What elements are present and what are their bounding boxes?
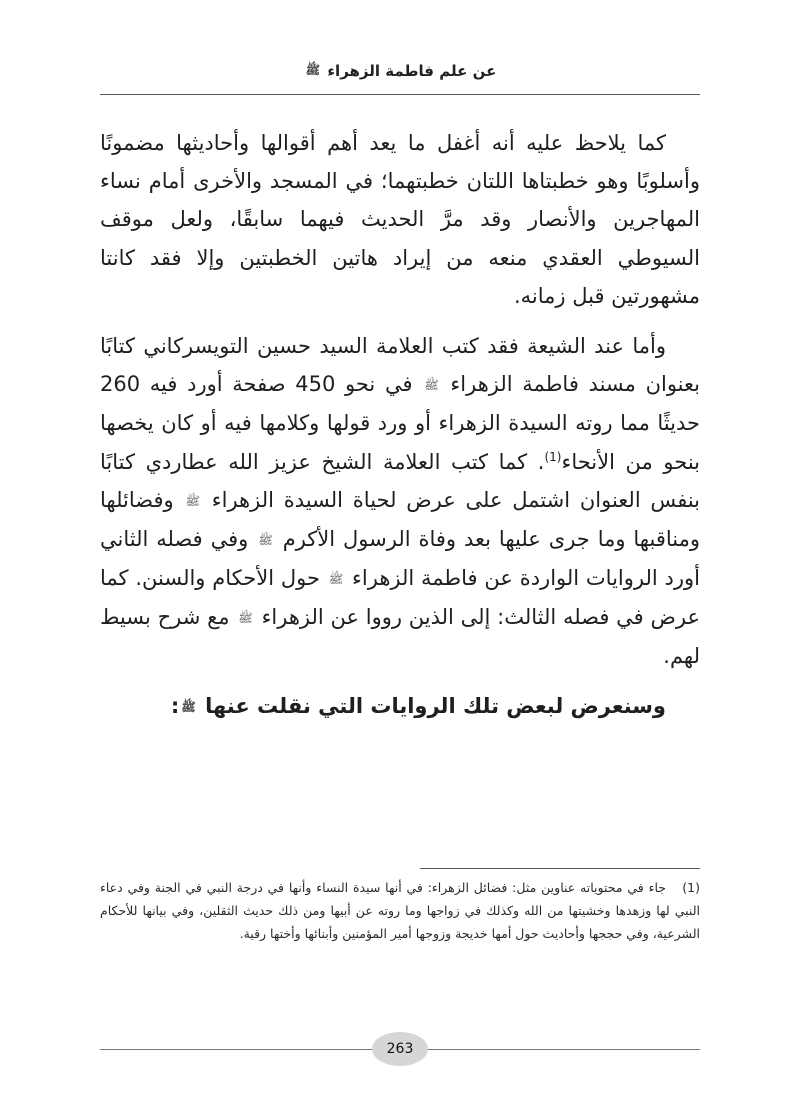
footnote: [100, 876, 700, 945]
paragraph-2-part-g: مع شرح بسيط لهم.: [100, 605, 700, 669]
honorific-icon: ﷺ: [181, 700, 196, 715]
honorific-icon: ﷺ: [305, 63, 321, 77]
footnote-number: (1): [682, 880, 700, 895]
paragraph-1: كما يلاحظ عليه أنه أغفل ما يعد أهم أقوالها وأحاديثها مضمونًا وأسلوبًا وهو خطبتاها اللتان خطبتهما؛ في المسجد والأخرى أمام نساء المهاجرين والأنصار وقد مرَّ الحديث فيهما سابقًا، ولعل موقف السيوطي العقدي منعه من إيراد هاتين الخطبتين وإلا فقد كانتا مشهورتين قبل زمانه.: [100, 131, 700, 308]
paragraph-2-part-a: وأما عند الشيعة فقد كتب العلامة السيد حسين التويسركاني كتابًا بعنوان مسند فاطمة الزهراء: [100, 334, 700, 397]
main-text: [100, 124, 700, 738]
paragraph-3-text: وسنعرض لبعض تلك الروايات التي نقلت عنها: [205, 694, 666, 719]
honorific-icon: ﷺ: [424, 378, 439, 393]
honorific-icon: ﷺ: [185, 493, 200, 508]
paragraph-2-part-e: وفي فصله الثاني أورد الروايات الواردة عن فاطمة الزهراء: [100, 526, 700, 590]
page-number-ornament: [100, 1032, 700, 1066]
header-title: عن علم فاطمة الزهراء: [327, 62, 497, 80]
footnote-reference[interactable]: (1): [544, 449, 562, 464]
header-rule: [100, 94, 700, 95]
paragraph-2-part-c: . كما كتب العلامة الشيخ عزيز الله عطاردي كتابًا بنفس العنوان اشتمل على عرض لحياة السيدة الزهراء: [100, 449, 701, 512]
paragraph-2-part-f: حول الأحكام والسنن. كما عرض في فصله الثالث: إلى الذين رووا عن الزهراء: [100, 565, 700, 629]
paragraph-2-part-d: وفضائلها ومناقبها وما جرى عليها بعد وفاة الرسول الأكرم: [100, 487, 700, 551]
paragraph-2: [100, 327, 700, 675]
footnote-text: جاء في محتوياته عناوين مثل: فضائل الزهراء: في أنها سيدة النساء وأنها في درجة النبي في الجنة وفي دعاء النبي لها وزهدها وخشيتها من الله وكذلك في زواجها وما روته عن أبيها ومن ذلك حديث الثقلين، وفي بيانها للأحكام الشرعية، وفي حججها وأحاديث حول أمها خديجة وزوجها أمير المؤمنين وأبنائها وأختها رقية.: [100, 880, 700, 941]
paragraph-3-colon: :: [170, 694, 180, 719]
honorific-icon: ﷺ: [238, 610, 253, 625]
footnote-rule: [420, 868, 700, 869]
paragraph-2-part-b: في نحو 450 صفحة أورد فيه 260 حديثًا مما روته السيدة الزهراء أو ورد قولها وكلامها فيه أو كان يخصها بنحو من الأنحاء: [100, 372, 700, 474]
honorific-icon: ﷺ: [328, 571, 344, 586]
honorific-icon: ﷺ: [258, 532, 273, 547]
page-number: 263: [372, 1032, 428, 1066]
paragraph-3: [100, 687, 700, 726]
running-header: [100, 62, 700, 80]
